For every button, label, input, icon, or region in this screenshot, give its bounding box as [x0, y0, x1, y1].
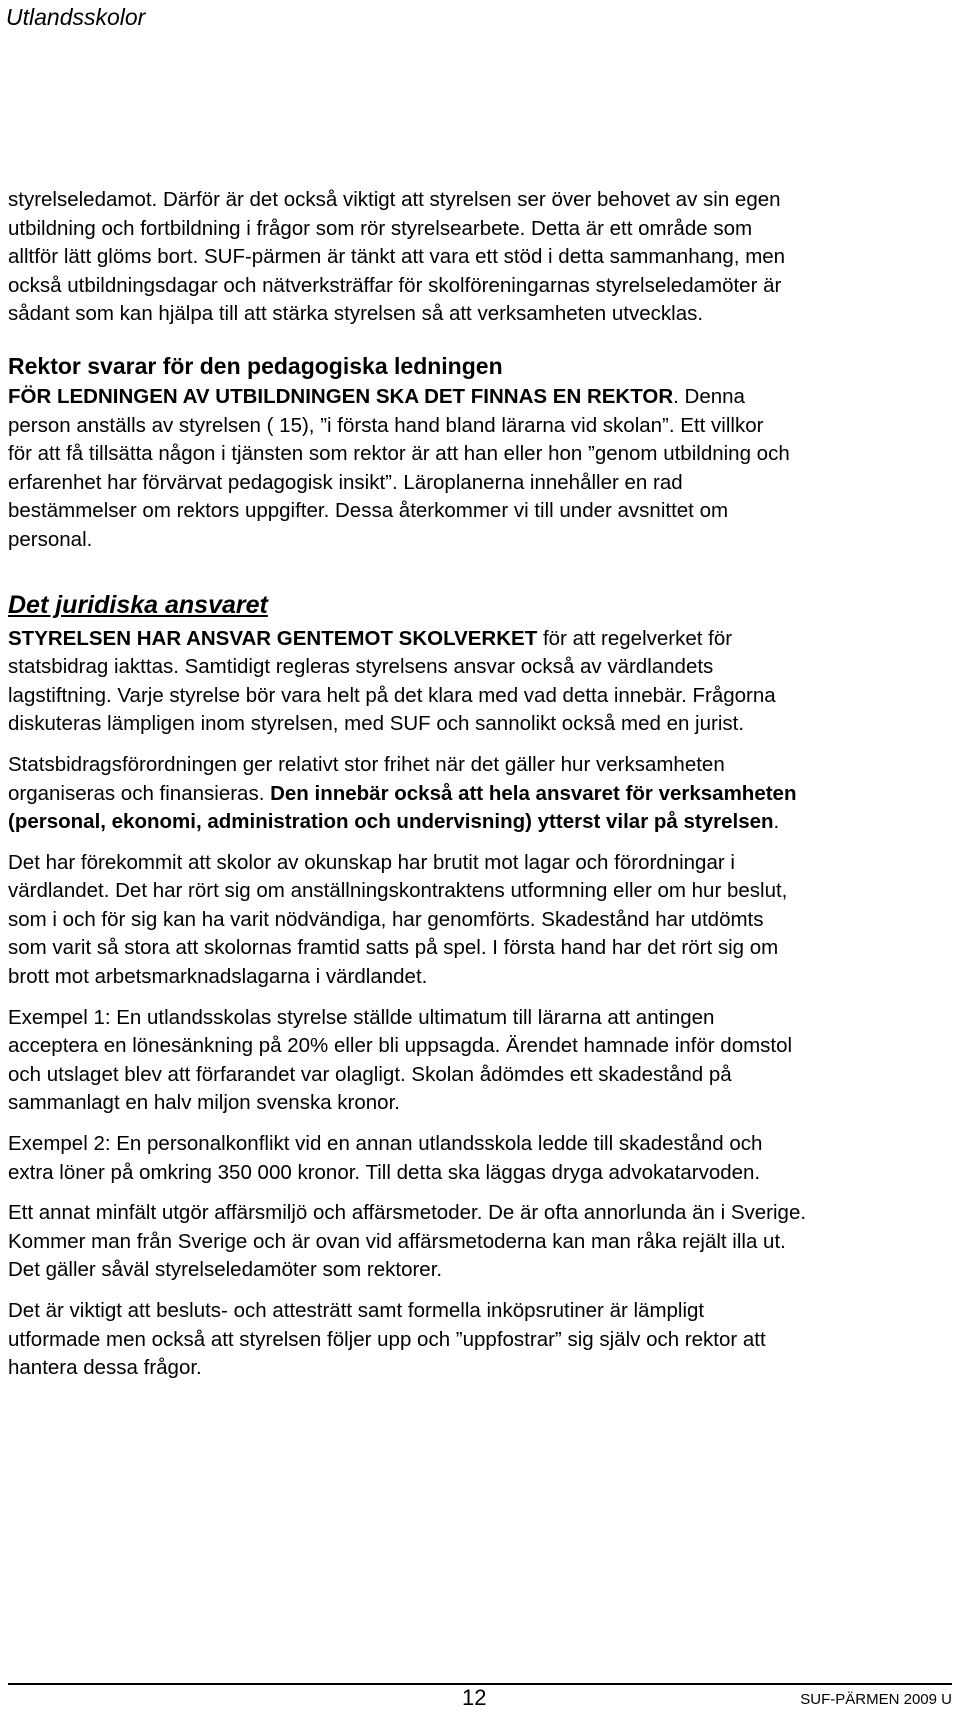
text-run: organiseras och finansieras.	[8, 781, 271, 805]
routines-paragraph	[8, 1297, 952, 1383]
text-line: hantera dessa frågor.	[8, 1356, 202, 1380]
text-line: bestämmelser om rektors uppgifter. Dessa återkommer vi till under avsnittet om	[8, 499, 729, 523]
text-line: Det gäller såväl styrelseledamöter som rektorer.	[8, 1258, 443, 1282]
text-line: utformade men också att styrelsen följer upp och ”uppfostrar” sig själv och rektor att	[8, 1327, 766, 1351]
text-line: styrelseledamot. Därför är det också viktigt att styrelsen ser över behovet av sin egen	[8, 188, 781, 211]
text-line: utbildning och fortbildning i frågor som rör styrelsearbete. Detta är ett område som	[8, 216, 753, 240]
text-line: erfarenhet har förvärvat pedagogisk insikt”. Läroplanerna innehåller en rad	[8, 470, 683, 494]
text-line: Exempel 1: En utlandsskolas styrelse ställde ultimatum till lärarna att antingen	[8, 1005, 715, 1029]
document-header-title: Utlandsskolor	[6, 4, 146, 30]
text-line: diskuteras lämpligen inom styrelsen, med SUF och sannolikt också med en jurist.	[8, 712, 745, 736]
text-run: för att regelverket för	[537, 626, 733, 650]
juridiska-paragraph-2	[8, 751, 952, 837]
text-line	[8, 780, 952, 809]
text-line: statsbidrag iakttas. Samtidigt regleras styrelsens ansvar också av värdlandets	[8, 655, 714, 679]
text-line: värdlandet. Det har rört sig om anställningskontraktens utformning eller om hur beslut,	[8, 879, 788, 903]
text-line: sådant som kan hjälpa till att stärka styrelsen så att verksamheten utvecklas.	[8, 302, 704, 326]
bold-statement: Den innebär också att hela ansvaret för verksamheten	[270, 781, 797, 805]
business-paragraph	[8, 1199, 952, 1285]
bold-statement: STYRELSEN HAR ANSVAR GENTEMOT SKOLVERKET	[8, 626, 538, 650]
text-line: sammanlagt en halv miljon svenska kronor.	[8, 1091, 400, 1115]
section-heading-juridiska: Det juridiska ansvaret	[8, 590, 268, 619]
section-heading-rektor: Rektor svarar för den pedagogiska ledningen	[8, 352, 503, 379]
text-line: person anställs av styrelsen ( 15), ”i första hand bland lärarna vid skolan”. Ett villkor	[8, 413, 764, 437]
page-number: 12	[462, 1685, 487, 1710]
text-line: som i och för sig kan ha varit nödvändiga, har genomförts. Skadestånd har utdömts	[8, 907, 764, 931]
text-line: personal.	[8, 527, 93, 551]
text-line: Det har förekommit att skolor av okunskap har brutit mot lagar och förordningar i	[8, 850, 735, 874]
text-line	[8, 625, 952, 654]
text-line: för att få tillsätta någon i tjänsten som rektor är att han eller hon ”genom utbildning och	[8, 442, 790, 466]
text-line: Ett annat minfält utgör affärsmiljö och affärsmetoder. De är ofta annorlunda än i Sverige.	[8, 1201, 807, 1225]
juridiska-paragraph-1	[8, 625, 952, 739]
document-body	[8, 186, 952, 1383]
text-line: acceptera en lönesänkning på 20% eller bli uppsagda. Ärendet hamnade inför domstol	[8, 1034, 793, 1058]
text-run: . Denna	[673, 384, 745, 408]
text-line: Statsbidragsförordningen ger relativt stor frihet när det gäller hur verksamheten	[8, 752, 725, 776]
footer-document-label: SUF-PÄRMEN 2009 U	[800, 1691, 952, 1708]
text-run: .	[773, 810, 780, 834]
text-line: brott mot arbetsmarknadslagarna i värdlandet.	[8, 965, 428, 989]
bold-statement: (personal, ekonomi, administration och undervisning) ytterst vilar på styrelsen	[8, 810, 774, 834]
text-line: som varit så stora att skolornas framtid satts på spel. I första hand har det rört sig om	[8, 936, 779, 960]
example-2-paragraph	[8, 1130, 952, 1187]
intro-paragraph	[8, 186, 952, 329]
rektor-paragraph	[8, 383, 952, 555]
text-line: och utslaget blev att förfarandet var olagligt. Skolan ådömdes ett skadestånd på	[8, 1062, 732, 1086]
example-1-paragraph	[8, 1004, 952, 1118]
text-line: Det är viktigt att besluts- och attesträtt samt formella inköpsrutiner är lämpligt	[8, 1299, 705, 1322]
text-line: extra löner på omkring 350 000 kronor. Till detta ska läggas dryga advokatarvoden.	[8, 1160, 761, 1184]
text-line: Exempel 2: En personalkonflikt vid en annan utlandsskola ledde till skadestånd och	[8, 1132, 763, 1156]
text-line: lagstiftning. Varje styrelse bör vara helt på det klara med vad detta innebär. Frågorna	[8, 683, 776, 707]
text-line: Kommer man från Sverige och är ovan vid affärsmetoderna kan man råka rejält illa ut.	[8, 1229, 786, 1253]
text-line	[8, 808, 952, 837]
bold-statement: FÖR LEDNINGEN AV UTBILDNINGEN SKA DET FINNAS EN REKTOR	[8, 384, 674, 408]
juridiska-paragraph-3	[8, 849, 952, 992]
text-line: också utbildningsdagar och nätverksträffar för skolföreningarnas styrelseledamöter är	[8, 273, 782, 297]
text-line	[8, 383, 952, 412]
text-line: alltför lätt glöms bort. SUF-pärmen är tänkt att vara ett stöd i detta sammanhang, men	[8, 245, 786, 269]
